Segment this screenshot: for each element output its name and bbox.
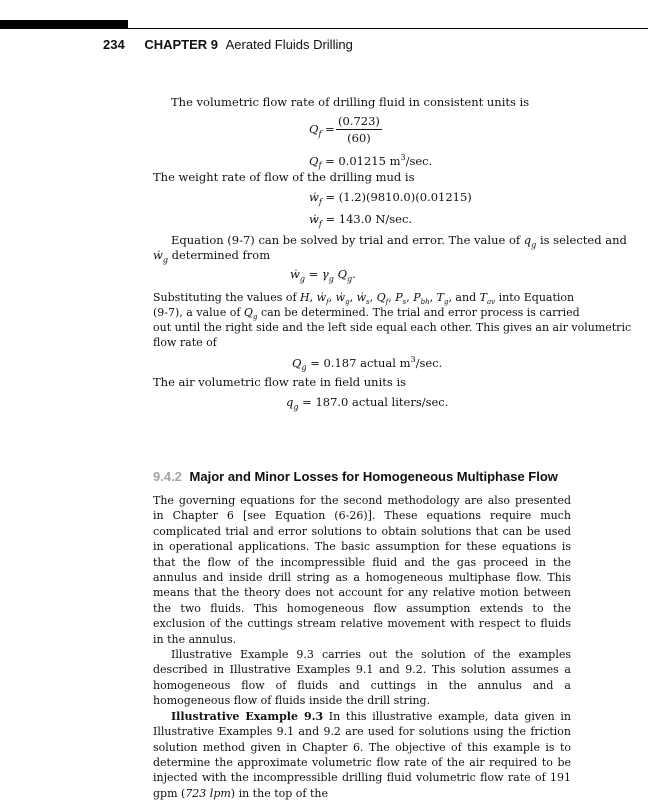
equation-wf-1: ẇ$_f$ = (1.2)(9810.0)(0.01215) bbox=[309, 190, 472, 207]
paragraph-3: Illustrative Example 9.3 In this illustrative example, data given in Illustrative Examples 9.1 and 9.2 are used for solutions using the friction solution method given in Chapter 6. The objective of this example is to determine the approximate volumetric flow rate of the air required to be injected with the incompressible drilling fluid volumetric flow rate of 191 gpm (723 lpm) in the top of the bbox=[153, 709, 571, 800]
equation-wf-2: ẇ$_f$ = 143.0 N/sec. bbox=[309, 212, 413, 229]
equation-para-line2: ẇ$_g$ determined from bbox=[153, 248, 271, 265]
fraction-qf: (0.723) (60) bbox=[338, 114, 380, 145]
equation-para-line1: Equation (9-7) can be solved by trial and error. The value of $q_g$ is selected and bbox=[171, 233, 627, 250]
field-units-line: The air volumetric flow rate in field units is bbox=[153, 375, 407, 389]
substitute-line1: Substituting the values of H, ẇ$_f$, ẇ$_g$, ẇ$_s$, $Q_f$, $P_s$, $P_{bh}$, $T_g$, and $T_{av}$ into Equation bbox=[153, 291, 575, 307]
page-number: 234 bbox=[103, 37, 125, 52]
paragraph-2: Illustrative Example 9.3 carries out the solution of the examples described in Illustrative Examples 9.1 and 9.2. This solution assumes a homogeneous flow of fluids and cuttings in the annulus and a homogeneous flow of fluids inside the drill string. bbox=[153, 648, 571, 708]
substitute-line4: flow rate of bbox=[153, 336, 217, 349]
section-number: 9.4.2 bbox=[153, 469, 182, 484]
running-header bbox=[103, 37, 353, 52]
equation-qf-result: $Q_f = 0.01215$ $m^3/\sec$. bbox=[309, 153, 433, 171]
weight-rate-line: The weight rate of flow of the drilling mud is bbox=[153, 170, 415, 184]
example-heading: Illustrative Example 9.3 bbox=[171, 709, 324, 723]
section-body bbox=[153, 493, 571, 801]
intro-line: The volumetric flow rate of drilling fluid in consistent units is bbox=[171, 95, 530, 109]
chapter-title: Aerated Fluids Drilling bbox=[225, 37, 353, 52]
section-title: Major and Minor Losses for Homogeneous Multiphase Flow bbox=[189, 469, 558, 484]
equation-qg-field: $q_g = 187.0$ actual liters/sec. bbox=[286, 395, 449, 412]
equation-qf-lhs: $Q_f$ = bbox=[309, 122, 335, 139]
section-heading bbox=[153, 469, 558, 484]
substitute-line2: (9-7), a value of $Q_g$ can be determined. The trial and error process is carried bbox=[153, 306, 580, 322]
equation-qg: $Q_g = 0.187$ actual $m^3/\sec$. bbox=[292, 355, 443, 373]
substitute-line3: out until the right side and the left side equal each other. This gives an air volumetric bbox=[153, 321, 632, 334]
chapter-label: CHAPTER 9 bbox=[144, 37, 219, 52]
paragraph-1: The governing equations for the second methodology are also presented in Chapter 6 [see Equation (6-26)]. These equations require much complicated trial and error solutions to obtain solutions that can be used in operational applications. The basic assumption for these equations is that the flow of the incompressible fluid and the gas proceed in the annulus and inside drill string as a homogeneous multiphase flow. This means that the theory does not account for any relative motion between the two fluids. This homogeneous flow assumption extends to the exclusion of the cuttings stream relative movement with respect to fluids in the annulus. bbox=[153, 494, 571, 646]
equation-wg: ẇ$_g$ = $\gamma_g$ $Q_g$. bbox=[290, 267, 356, 284]
header-rule bbox=[0, 28, 648, 29]
